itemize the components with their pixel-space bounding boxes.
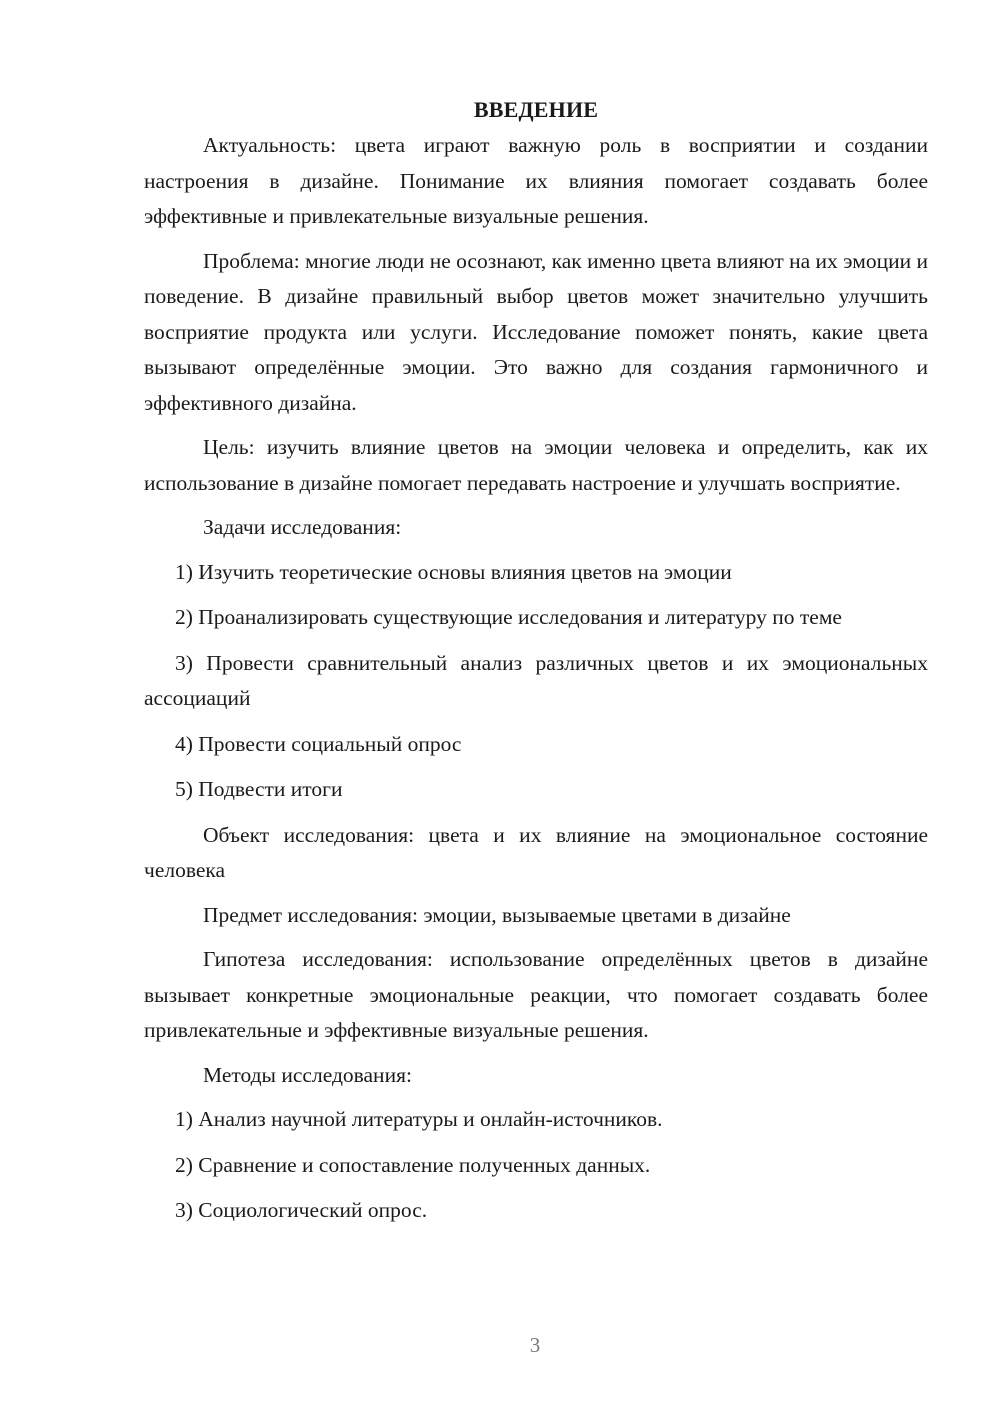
problem-paragraph: Проблема: многие люди не осознают, как именно цвета влияют на их эмоции и поведение. В дизайне правильный выбор цветов может значительно улучшить восприятие продукта или услуги. Исследование поможет понять, какие цвета вызывают определённые эмоции. Это важно для создания гармоничного и эффективного дизайна. — [144, 248, 928, 415]
hypothesis-paragraph: Гипотеза исследования: использование определённых цветов в дизайне вызывает конкретные эмоциональные реакции, что помогает создавать более привлекательные и эффективные визуальные решения. — [144, 947, 928, 1042]
method-item: 2) Сравнение и сопоставление полученных данных. — [175, 1152, 651, 1177]
task-item: 2) Проанализировать существующие исследования и литературу по теме — [175, 605, 842, 629]
task-item: 4) Провести социальный опрос — [175, 731, 462, 756]
tasks-heading: Задачи исследования: — [203, 515, 402, 539]
task-item: 3) Провести сравнительный анализ различных цветов и их эмоциональных ассоциаций — [144, 650, 928, 710]
page-number: 3 — [529, 1333, 541, 1357]
relevance-paragraph: Актуальность: цвета играют важную роль в восприятии и создании настроения в дизайне. Понимание их влияния помогает создавать более эффективные и привлекательные визуальные решения. — [144, 133, 928, 228]
subject-paragraph: Предмет исследования: эмоции, вызываемые цветами в дизайне — [203, 902, 791, 927]
document-page — [144, 94, 928, 1239]
goal-paragraph: Цель: изучить влияние цветов на эмоции человека и определить, как их использование в дизайне помогает передавать настроение и улучшать восприятие. — [144, 435, 928, 495]
methods-heading: Методы исследования: — [203, 1062, 412, 1087]
method-item: 1) Анализ научной литературы и онлайн-источников. — [175, 1107, 663, 1131]
section-title: ВВЕДЕНИЕ — [473, 97, 599, 122]
task-item: 1) Изучить теоретические основы влияния цветов на эмоции — [175, 559, 732, 584]
method-item: 3) Социологический опрос. — [175, 1198, 428, 1222]
object-paragraph: Объект исследования: цвета и их влияние на эмоциональное состояние человека — [144, 822, 928, 882]
task-item: 5) Подвести итоги — [175, 777, 343, 801]
